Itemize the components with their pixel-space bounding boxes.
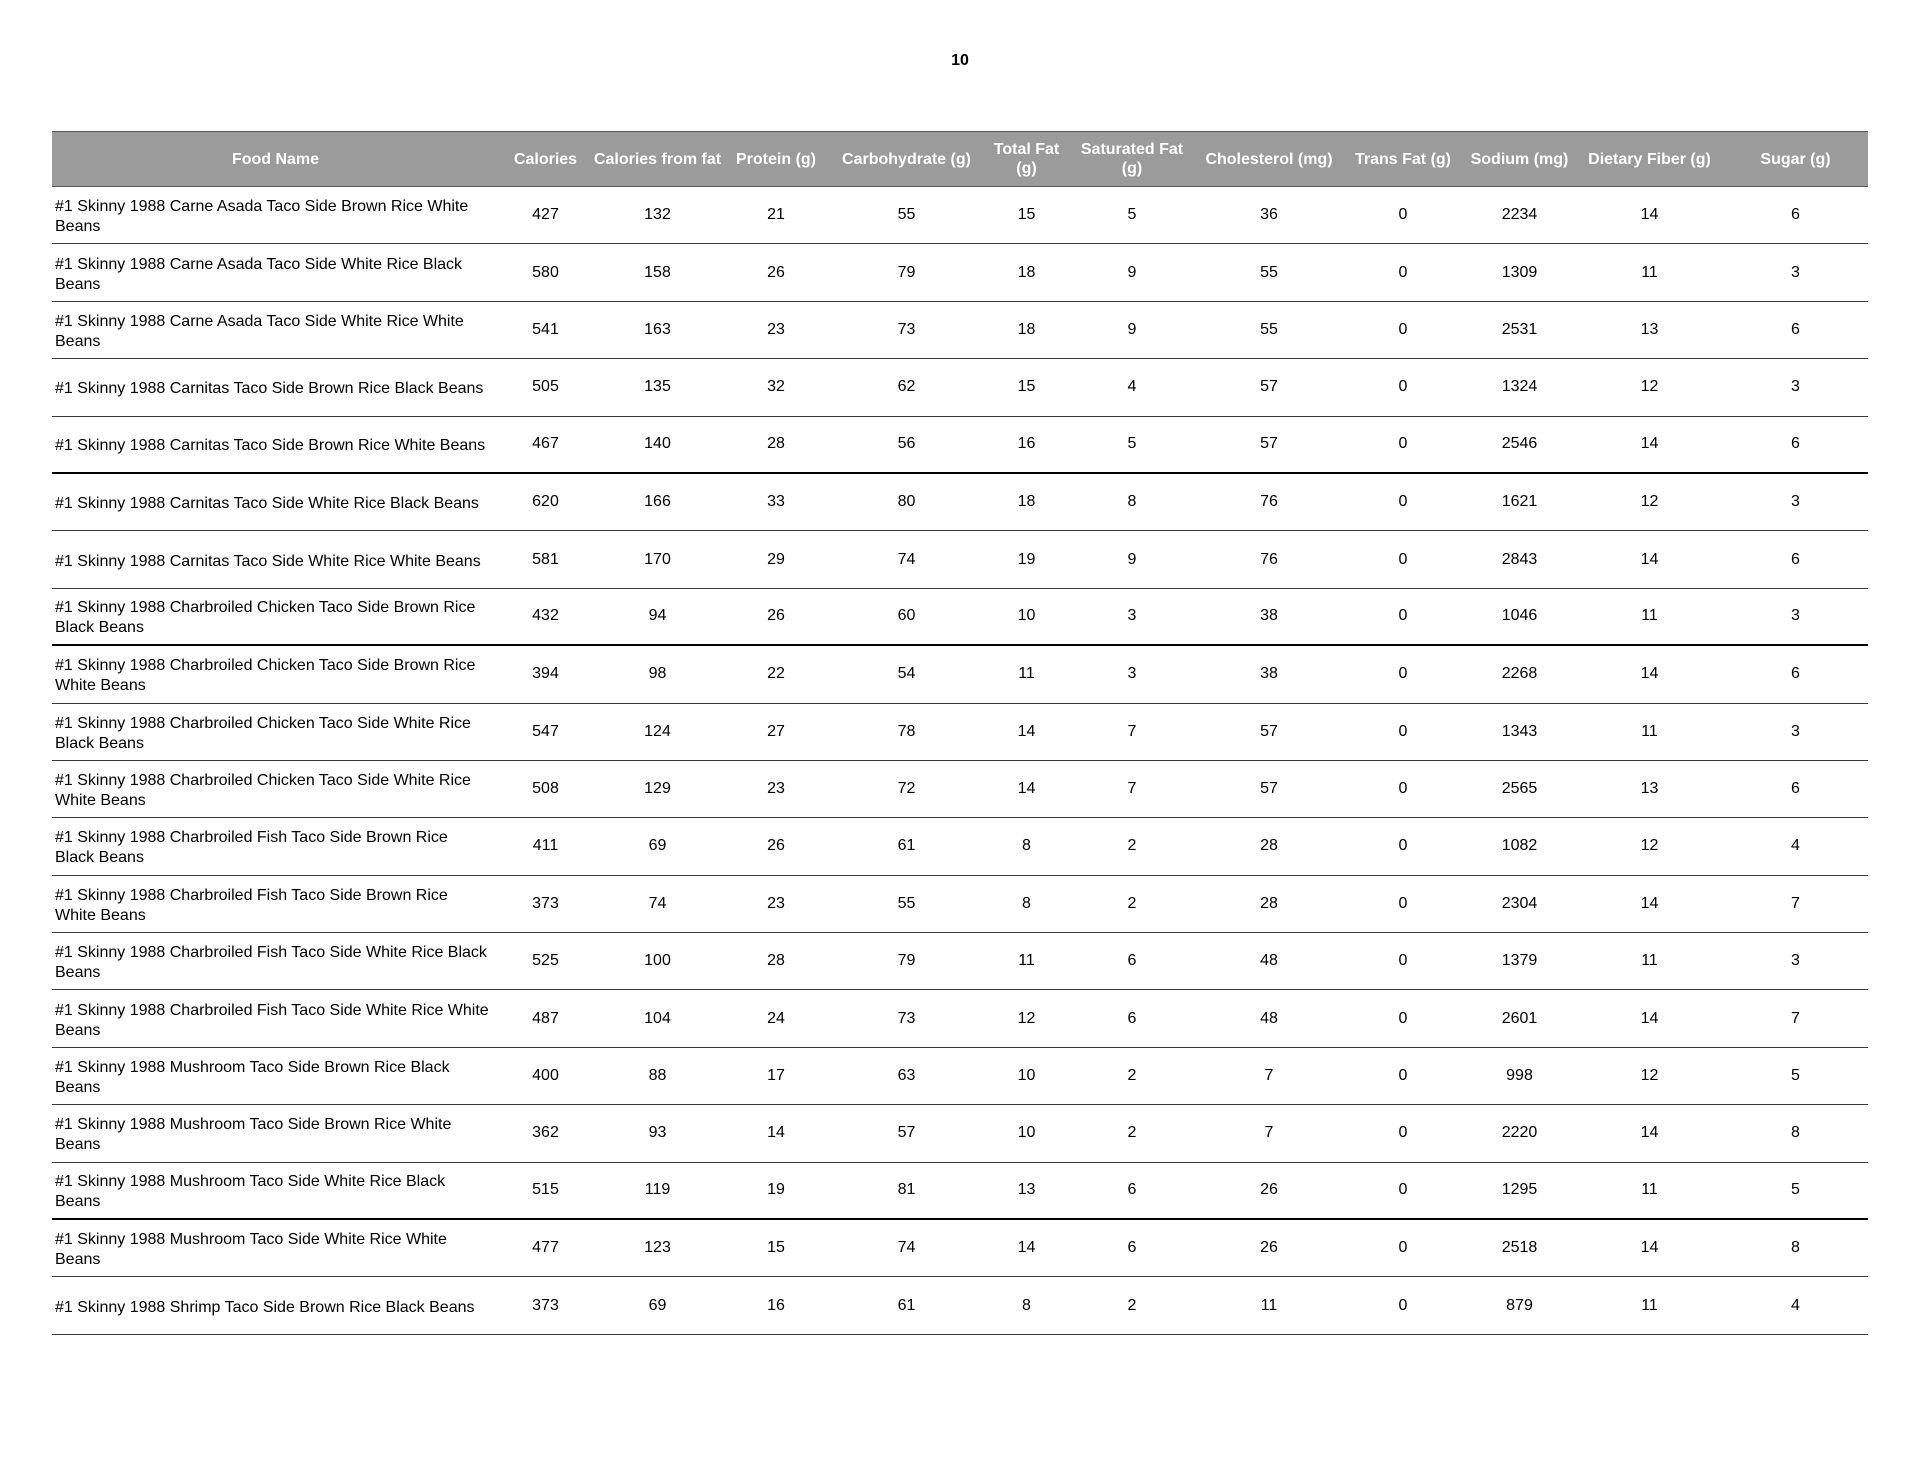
cell-food-name: #1 Skinny 1988 Carne Asada Taco Side White Rice Black Beans [55,255,463,293]
cell-saturated-fat: 4 [1127,378,1137,396]
cell-total-fat: 11 [1018,952,1035,970]
cell-food-name: #1 Skinny 1988 Charbroiled Chicken Taco Side Brown Rice White Beans [55,657,476,695]
cell-trans-fat: 0 [1398,1124,1408,1142]
cell-dietary-fiber: 11 [1641,722,1658,740]
cell-cholesterol: 38 [1260,607,1278,625]
table-row [52,646,1868,703]
cell-sugar: 6 [1791,665,1800,683]
cell-calories-from-fat: 166 [644,493,671,511]
cell-sodium: 2531 [1501,320,1538,338]
cell-sodium: 2234 [1501,206,1538,224]
cell-saturated-fat: 7 [1127,780,1137,798]
table-row [52,1163,1868,1220]
table-row [52,876,1868,933]
table-row [52,990,1868,1047]
table-row [52,417,1868,474]
cell-cholesterol: 28 [1260,837,1278,855]
cell-sugar: 6 [1791,780,1800,798]
table-row [52,589,1868,646]
cell-carbohydrate: 60 [897,607,916,625]
cell-cholesterol: 11 [1260,1296,1278,1314]
cell-dietary-fiber: 12 [1640,493,1659,511]
cell-food-name: #1 Skinny 1988 Charbroiled Chicken Taco Side White Rice Black Beans [55,714,471,752]
page-number: 10 [951,52,969,69]
cell-cholesterol: 55 [1260,263,1278,281]
table-row [52,933,1868,990]
cell-dietary-fiber: 14 [1640,435,1659,453]
column-header-sodium: Sodium (mg) [1470,150,1569,168]
cell-calories-from-fat: 140 [644,435,671,453]
cell-calories-from-fat: 123 [644,1239,671,1257]
table-row [52,1277,1868,1334]
cell-sugar: 6 [1791,550,1800,568]
table-row [52,704,1868,761]
cell-calories-from-fat: 158 [644,263,671,281]
cell-total-fat: 10 [1017,1067,1036,1085]
cell-food-name: #1 Skinny 1988 Mushroom Taco Side Brown Rice White Beans [55,1116,452,1154]
cell-sugar: 5 [1791,1181,1800,1199]
cell-sugar: 6 [1791,206,1800,224]
table-row [52,244,1868,301]
cell-calories-from-fat: 132 [644,206,671,224]
cell-cholesterol: 57 [1260,722,1278,740]
cell-calories-from-fat: 69 [648,1296,667,1314]
cell-carbohydrate: 80 [897,493,916,511]
cell-sugar: 3 [1791,378,1800,396]
cell-food-name: #1 Skinny 1988 Carne Asada Taco Side Brown Rice White Beans [55,198,469,236]
cell-calories-from-fat: 163 [644,320,671,338]
cell-trans-fat: 0 [1398,780,1408,798]
cell-carbohydrate: 63 [897,1067,916,1085]
cell-food-name: #1 Skinny 1988 Shrimp Taco Side Brown Rice Black Beans [55,1298,475,1316]
cell-cholesterol: 26 [1260,1181,1278,1199]
cell-saturated-fat: 2 [1127,837,1137,855]
cell-calories-from-fat: 170 [644,550,671,568]
cell-calories-from-fat: 94 [648,607,667,625]
cell-cholesterol: 57 [1260,435,1278,453]
cell-dietary-fiber: 12 [1640,378,1659,396]
table-row [52,1048,1868,1105]
cell-sugar: 5 [1791,1067,1800,1085]
cell-protein: 14 [767,1124,785,1142]
cell-total-fat: 18 [1017,263,1036,281]
cell-protein: 17 [767,1067,785,1085]
cell-calories-from-fat: 124 [644,722,671,740]
cell-food-name: #1 Skinny 1988 Charbroiled Chicken Taco Side White Rice White Beans [55,772,471,810]
cell-protein: 15 [767,1239,785,1257]
cell-sodium: 1621 [1501,493,1538,511]
cell-sugar: 8 [1791,1239,1800,1257]
cell-sugar: 3 [1791,263,1800,281]
cell-food-name: #1 Skinny 1988 Charbroiled Fish Taco Side White Rice Black Beans [55,944,487,982]
cell-protein: 32 [767,378,785,396]
cell-dietary-fiber: 14 [1640,206,1659,224]
cell-sodium: 1379 [1501,952,1538,970]
cell-carbohydrate: 62 [897,378,916,396]
cell-trans-fat: 0 [1398,1181,1408,1199]
cell-carbohydrate: 54 [897,665,916,683]
cell-calories: 427 [532,206,559,224]
cell-food-name: #1 Skinny 1988 Carnitas Taco Side White Rice Black Beans [55,495,479,513]
cell-food-name: #1 Skinny 1988 Mushroom Taco Side White Rice Black Beans [55,1173,446,1211]
cell-protein: 26 [767,837,785,855]
cell-sodium: 2304 [1501,894,1538,912]
cell-saturated-fat: 6 [1127,1239,1137,1257]
cell-trans-fat: 0 [1398,952,1408,970]
cell-calories: 432 [532,607,559,625]
cell-total-fat: 13 [1017,1181,1036,1199]
cell-calories: 508 [532,780,559,798]
cell-trans-fat: 0 [1398,1009,1408,1027]
cell-trans-fat: 0 [1398,665,1408,683]
cell-total-fat: 18 [1017,493,1036,511]
cell-protein: 28 [767,435,785,453]
cell-dietary-fiber: 14 [1640,1239,1659,1257]
cell-dietary-fiber: 14 [1640,1124,1659,1142]
cell-sugar: 3 [1791,722,1800,740]
cell-carbohydrate: 72 [897,780,916,798]
cell-dietary-fiber: 14 [1640,665,1659,683]
cell-food-name: #1 Skinny 1988 Charbroiled Fish Taco Side Brown Rice White Beans [55,886,448,924]
cell-sugar: 6 [1791,435,1800,453]
cell-calories: 547 [532,722,559,740]
column-header-carbohydrate: Carbohydrate (g) [842,150,971,168]
cell-dietary-fiber: 12 [1640,1067,1659,1085]
cell-dietary-fiber: 11 [1641,952,1658,970]
cell-sodium: 2601 [1501,1009,1538,1027]
cell-saturated-fat: 2 [1127,1124,1137,1142]
cell-cholesterol: 38 [1260,665,1278,683]
cell-protein: 28 [767,952,785,970]
cell-total-fat: 14 [1017,722,1036,740]
cell-saturated-fat: 3 [1127,665,1137,683]
column-header-trans-fat: Trans Fat (g) [1354,150,1451,168]
cell-protein: 22 [767,665,785,683]
cell-protein: 26 [767,607,785,625]
cell-cholesterol: 55 [1260,320,1278,338]
cell-calories: 400 [532,1067,559,1085]
cell-sodium: 998 [1506,1067,1533,1085]
cell-cholesterol: 76 [1260,493,1278,511]
cell-protein: 27 [767,722,785,740]
cell-total-fat: 15 [1017,378,1036,396]
cell-dietary-fiber: 13 [1640,780,1659,798]
table-body [52,187,1868,1335]
cell-cholesterol: 57 [1260,378,1278,396]
cell-trans-fat: 0 [1398,550,1408,568]
cell-calories: 620 [532,493,559,511]
cell-dietary-fiber: 14 [1640,1009,1659,1027]
cell-sodium: 2268 [1501,665,1538,683]
cell-carbohydrate: 74 [897,550,916,568]
cell-dietary-fiber: 14 [1640,894,1659,912]
cell-calories: 373 [532,1296,559,1314]
cell-protein: 29 [767,550,785,568]
cell-carbohydrate: 56 [897,435,916,453]
cell-food-name: #1 Skinny 1988 Mushroom Taco Side Brown Rice Black Beans [55,1059,450,1097]
cell-sodium: 1343 [1501,722,1538,740]
cell-saturated-fat: 9 [1127,550,1137,568]
cell-food-name: #1 Skinny 1988 Carnitas Taco Side Brown Rice Black Beans [55,380,484,398]
table-row [52,761,1868,818]
cell-sugar: 3 [1791,493,1800,511]
cell-calories-from-fat: 88 [648,1067,667,1085]
column-header-saturated-fat: Saturated Fat (g) [1080,141,1184,177]
cell-trans-fat: 0 [1398,206,1408,224]
table-row [52,818,1868,875]
cell-sodium: 1046 [1501,607,1538,625]
cell-carbohydrate: 79 [897,263,916,281]
cell-saturated-fat: 6 [1127,1181,1137,1199]
cell-saturated-fat: 9 [1127,320,1137,338]
cell-carbohydrate: 61 [897,837,916,855]
column-header-sugar: Sugar (g) [1760,150,1831,168]
cell-trans-fat: 0 [1398,722,1408,740]
cell-calories: 525 [532,952,559,970]
cell-calories-from-fat: 74 [648,894,667,912]
cell-carbohydrate: 79 [897,952,916,970]
cell-sugar: 3 [1791,607,1800,625]
cell-carbohydrate: 81 [897,1181,916,1199]
table-row [52,474,1868,531]
cell-sodium: 879 [1506,1296,1533,1314]
cell-trans-fat: 0 [1398,320,1408,338]
cell-calories: 541 [532,320,559,338]
cell-sodium: 1082 [1501,837,1538,855]
cell-cholesterol: 76 [1260,550,1278,568]
cell-food-name: #1 Skinny 1988 Mushroom Taco Side White Rice White Beans [55,1231,447,1269]
cell-saturated-fat: 2 [1127,894,1137,912]
cell-calories: 373 [532,894,559,912]
cell-sugar: 4 [1791,1296,1800,1314]
cell-saturated-fat: 8 [1127,493,1137,511]
cell-protein: 26 [767,263,785,281]
cell-dietary-fiber: 12 [1640,837,1659,855]
column-header-protein: Protein (g) [736,150,816,168]
cell-sugar: 4 [1791,837,1800,855]
cell-trans-fat: 0 [1398,493,1408,511]
cell-trans-fat: 0 [1398,435,1408,453]
cell-protein: 16 [767,1296,785,1314]
cell-calories-from-fat: 104 [644,1009,671,1027]
cell-calories-from-fat: 98 [648,665,667,683]
cell-dietary-fiber: 11 [1641,1181,1658,1199]
cell-trans-fat: 0 [1398,607,1408,625]
cell-cholesterol: 26 [1260,1239,1278,1257]
cell-protein: 19 [767,1181,785,1199]
cell-saturated-fat: 3 [1127,607,1137,625]
cell-food-name: #1 Skinny 1988 Charbroiled Fish Taco Side White Rice White Beans [55,1001,489,1039]
cell-carbohydrate: 73 [897,320,916,338]
cell-saturated-fat: 7 [1127,722,1137,740]
cell-calories: 411 [532,837,559,855]
cell-total-fat: 8 [1022,1296,1031,1314]
cell-total-fat: 11 [1018,665,1035,683]
cell-saturated-fat: 6 [1127,952,1137,970]
cell-total-fat: 14 [1017,1239,1036,1257]
cell-calories-from-fat: 119 [644,1181,671,1199]
cell-food-name: #1 Skinny 1988 Charbroiled Chicken Taco Side Brown Rice Black Beans [55,599,476,637]
cell-calories-from-fat: 93 [648,1124,667,1142]
cell-cholesterol: 28 [1260,894,1278,912]
cell-total-fat: 14 [1017,780,1036,798]
cell-protein: 33 [767,493,785,511]
cell-total-fat: 10 [1017,607,1036,625]
column-header-cholesterol: Cholesterol (mg) [1205,150,1333,168]
cell-trans-fat: 0 [1398,378,1408,396]
cell-carbohydrate: 55 [897,206,916,224]
cell-dietary-fiber: 11 [1641,607,1658,625]
cell-saturated-fat: 5 [1127,435,1137,453]
cell-calories-from-fat: 129 [644,780,671,798]
cell-protein: 23 [767,894,785,912]
cell-carbohydrate: 57 [897,1124,916,1142]
cell-sodium: 2518 [1501,1239,1538,1257]
cell-calories-from-fat: 135 [644,378,671,396]
table-row [52,187,1868,244]
cell-food-name: #1 Skinny 1988 Carnitas Taco Side Brown Rice White Beans [55,437,486,455]
cell-trans-fat: 0 [1398,263,1408,281]
cell-sodium: 1295 [1501,1181,1538,1199]
cell-protein: 23 [767,780,785,798]
cell-sugar: 7 [1791,1009,1800,1027]
cell-sugar: 7 [1791,894,1800,912]
cell-calories: 477 [532,1239,559,1257]
table-row [52,1220,1868,1277]
cell-protein: 23 [767,320,785,338]
table-row [52,531,1868,588]
cell-dietary-fiber: 14 [1640,550,1659,568]
cell-calories: 505 [532,378,559,396]
cell-sodium: 1324 [1501,378,1538,396]
cell-total-fat: 12 [1017,1009,1036,1027]
cell-total-fat: 16 [1017,435,1036,453]
cell-carbohydrate: 61 [897,1296,916,1314]
cell-saturated-fat: 2 [1127,1067,1137,1085]
cell-cholesterol: 7 [1264,1067,1274,1085]
cell-food-name: #1 Skinny 1988 Charbroiled Fish Taco Side Brown Rice Black Beans [55,829,448,867]
cell-cholesterol: 57 [1260,780,1278,798]
column-header-calories: Calories [513,150,578,168]
cell-sodium: 1309 [1501,263,1538,281]
cell-carbohydrate: 78 [897,722,916,740]
table-row [52,302,1868,359]
column-header-food-name: Food Name [231,150,320,168]
nutrition-table [52,131,1868,1335]
cell-total-fat: 10 [1017,1124,1036,1142]
cell-trans-fat: 0 [1398,837,1408,855]
table-header [52,131,1868,187]
cell-dietary-fiber: 11 [1641,263,1658,281]
cell-cholesterol: 7 [1264,1124,1274,1142]
cell-total-fat: 18 [1017,320,1036,338]
cell-calories: 580 [532,263,559,281]
cell-carbohydrate: 74 [897,1239,916,1257]
column-header-dietary-fiber: Dietary Fiber (g) [1588,150,1711,168]
cell-carbohydrate: 73 [897,1009,916,1027]
table-row [52,1105,1868,1162]
cell-calories: 394 [532,665,559,683]
cell-food-name: #1 Skinny 1988 Carne Asada Taco Side White Rice White Beans [55,312,464,350]
cell-sugar: 3 [1791,952,1800,970]
cell-calories: 515 [532,1181,559,1199]
cell-calories-from-fat: 69 [648,837,667,855]
cell-calories-from-fat: 100 [644,952,671,970]
column-header-total-fat: Total Fat (g) [993,141,1060,177]
cell-cholesterol: 48 [1260,952,1278,970]
cell-trans-fat: 0 [1398,894,1408,912]
cell-sugar: 8 [1791,1124,1800,1142]
cell-carbohydrate: 55 [897,894,916,912]
cell-dietary-fiber: 11 [1641,1296,1658,1314]
cell-sugar: 6 [1791,320,1800,338]
cell-dietary-fiber: 13 [1640,320,1659,338]
cell-saturated-fat: 9 [1127,263,1137,281]
table-row [52,359,1868,416]
cell-saturated-fat: 6 [1127,1009,1137,1027]
cell-trans-fat: 0 [1398,1239,1408,1257]
cell-saturated-fat: 5 [1127,206,1137,224]
cell-calories: 467 [532,435,559,453]
cell-cholesterol: 36 [1260,206,1278,224]
cell-protein: 24 [767,1009,785,1027]
cell-sodium: 2843 [1501,550,1538,568]
cell-total-fat: 8 [1022,837,1031,855]
cell-protein: 21 [767,206,785,224]
cell-sodium: 2546 [1501,435,1538,453]
cell-trans-fat: 0 [1398,1067,1408,1085]
cell-cholesterol: 48 [1260,1009,1278,1027]
cell-food-name: #1 Skinny 1988 Carnitas Taco Side White Rice White Beans [55,552,481,570]
cell-total-fat: 8 [1022,894,1031,912]
cell-total-fat: 15 [1017,206,1036,224]
cell-calories: 581 [532,550,559,568]
cell-calories: 362 [532,1124,559,1142]
cell-total-fat: 19 [1017,550,1036,568]
cell-sodium: 2220 [1501,1124,1538,1142]
column-header-calories-from-fat: Calories from fat [593,150,722,168]
cell-sodium: 2565 [1501,780,1538,798]
cell-calories: 487 [532,1009,559,1027]
cell-trans-fat: 0 [1398,1296,1408,1314]
cell-saturated-fat: 2 [1127,1296,1137,1314]
